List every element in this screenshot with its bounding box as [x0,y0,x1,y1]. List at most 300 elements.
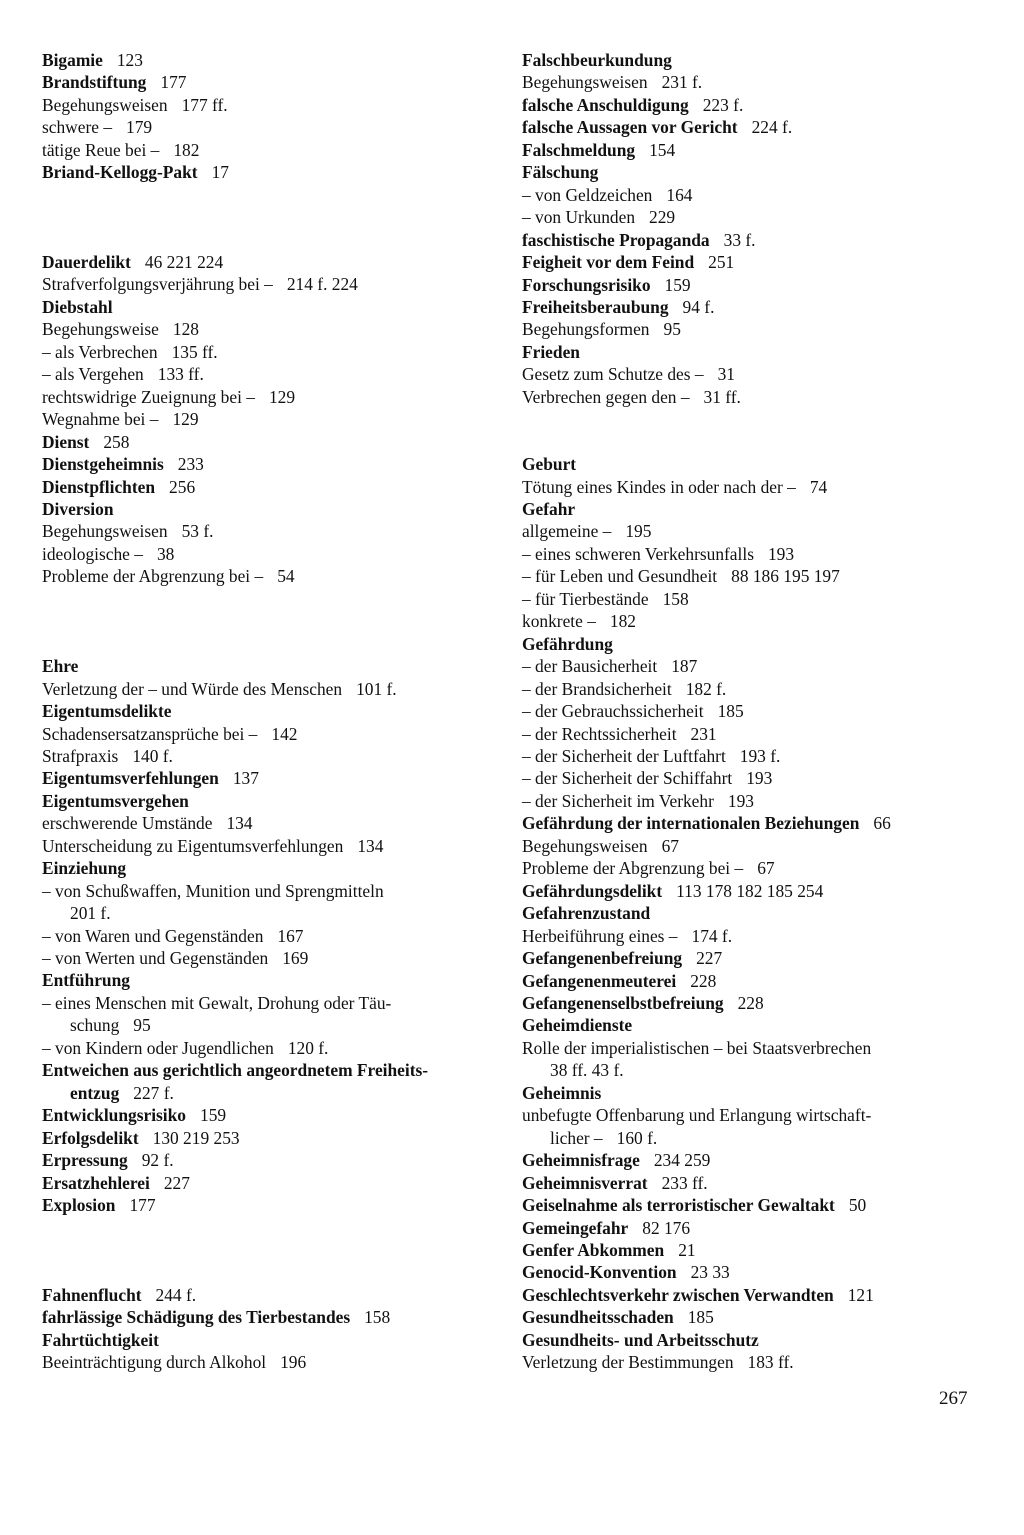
entry-page-ref: 31 ff. [703,386,741,407]
entry-page-ref: 177 [160,72,187,93]
index-heading [522,1329,972,1351]
entry-page-ref: 167 [277,925,304,946]
index-heading [522,633,972,655]
entry-page-ref: 185 [687,1307,714,1328]
entry-page-ref: 31 [717,364,735,385]
entry-page-ref: 193 [727,790,754,811]
entry-page-ref: 33 f. [723,229,756,250]
entry-page-ref: 113 178 182 185 254 [676,880,824,901]
index-heading [522,498,972,520]
entry-term: Begehungsweisen [42,94,168,115]
entry-term: Erpressung [42,1150,128,1171]
index-heading [522,1306,972,1328]
entry-page-ref: 185 [717,701,744,722]
entry-term: Falschbeurkundung [522,50,672,70]
entry-term: – von Geldzeichen [522,184,653,205]
entry-page-ref: 46 221 224 [144,252,224,273]
entry-term: Freiheitsberaubung [522,296,669,317]
index-subentry [42,992,497,1014]
index-heading [42,71,497,93]
entry-term: – der Gebrauchssicherheit [522,701,704,722]
entry-page-ref: 92 f. [141,1150,174,1171]
entry-page-ref: 195 [625,521,652,542]
index-heading [42,161,497,183]
entry-term: Gefangenenselbstbefreiung [522,993,724,1013]
entry-term: Fahnenflucht [42,1284,142,1305]
index-heading [522,1194,972,1216]
entry-term: Entführung [42,970,130,991]
entry-page-ref: 179 [126,117,153,138]
entry-term: Fälschung [522,162,599,183]
entry-page-ref: 38 [156,543,175,564]
index-subentry [42,723,497,745]
index-heading [42,700,497,722]
entry-term: Explosion [42,1195,116,1216]
entry-term: tätige Reue bei – [42,139,160,160]
entry-term: Dauerdelikt [42,252,131,273]
index-subentry [42,812,497,834]
index-heading [42,1059,497,1081]
entry-term: Gefahrenzustand [522,903,651,924]
index-subentry [42,880,497,902]
index-subentry [42,565,497,587]
index-subentry [42,116,497,138]
entry-page-ref: 182 f. [685,678,727,699]
entry-term: Geheimnis [522,1082,602,1103]
index-subentry [42,678,497,700]
index-subentry [42,94,497,116]
entry-term: Gefährdung der internationalen Beziehungen [522,813,860,834]
entry-page-ref: 164 [666,184,693,205]
entry-page-ref: 224 f. [751,117,793,138]
entry-page-ref: 174 f. [691,925,733,946]
entry-page-ref: 142 [271,723,298,744]
index-heading [42,498,497,520]
entry-page-ref: 251 [708,252,735,273]
entry-page-ref: 95 [133,1015,151,1036]
index-heading [522,1014,972,1036]
index-heading [522,274,972,296]
entry-term: licher – [550,1127,603,1148]
index-subentry [42,1351,497,1373]
entry-term: Brandstiftung [42,72,147,93]
entry-term: – der Sicherheit im Verkehr [522,790,714,811]
entry-page-ref: 159 [664,274,691,295]
index-heading [522,992,972,1014]
entry-term: entzug [70,1082,120,1103]
entry-page-ref: 21 [678,1239,696,1260]
index-subentry [522,745,972,767]
entry-page-ref: 160 f. [616,1127,658,1148]
entry-term: Gefährdungsdelikt [522,880,663,901]
entry-page-ref: 228 [690,970,717,991]
entry-term: Unterscheidung zu Eigentumsverfehlungen [42,835,344,856]
entry-term: Einziehung [42,858,127,879]
index-subentry [522,678,972,700]
entry-page-ref: 214 f. 224 [286,274,358,295]
entry-page-ref: 128 [172,319,199,340]
entry-term: Verletzung der Bestimmungen [522,1352,734,1373]
entry-term: schung [70,1015,120,1036]
entry-term: unbefugte Offenbarung und Erlangung wirtschaft- [522,1105,872,1126]
entry-page-ref: 193 [767,543,795,564]
entry-term: falsche Aussagen vor Gericht [522,117,738,138]
entry-term: Gefahr [522,499,576,520]
index-spacer [42,229,497,251]
entry-term: Tötung eines Kindes in oder nach der – [522,476,796,497]
entry-term: Dienst [42,431,90,452]
index-subentry [42,139,497,161]
entry-page-ref: 94 f. [682,296,715,317]
index-subentry [522,565,972,587]
entry-page-ref: 74 [809,476,828,497]
entry-page-ref: 231 f. [661,72,703,93]
index-subentry [522,386,972,408]
entry-page-ref: 227 f. [133,1082,174,1103]
index-heading [522,880,972,902]
entry-page-ref: 101 f. [356,678,397,699]
index-spacer [42,206,497,228]
index-spacer [522,431,972,453]
index-heading [522,1082,972,1104]
entry-page-ref: 233 [177,454,204,475]
index-heading [522,229,972,251]
index-spacer [42,633,497,655]
index-heading [522,139,972,161]
index-subentry [42,543,497,565]
index-heading [42,1194,497,1216]
index-spacer [42,184,497,206]
entry-term: Forschungsrisiko [522,274,651,295]
entry-term: Ehre [42,656,79,677]
index-heading [42,296,497,318]
entry-page-ref: 193 [746,768,773,789]
index-subentry [522,723,972,745]
entry-page-ref: 82 176 [642,1217,691,1238]
entry-term: Diversion [42,499,114,520]
entry-page-ref: 154 [649,139,676,160]
entry-page-ref: 54 [277,566,295,587]
index-subentry [522,925,972,947]
entry-term: Wegnahme bei – [42,409,159,430]
entry-page-ref: 53 f. [181,521,214,542]
entry-term: Briand-Kellogg-Pakt [42,162,198,183]
index-subentry [42,520,497,542]
index-heading [522,1261,972,1283]
entry-term: Geheimnisverrat [522,1172,648,1193]
entry-term: Feigheit vor dem Feind [522,252,695,273]
index-heading [522,947,972,969]
index-spacer [42,1239,497,1261]
entry-term: Geburt [522,454,577,475]
entry-page-ref: 196 [280,1352,307,1373]
index-heading [522,296,972,318]
entry-page-ref: 88 186 195 197 [731,566,840,587]
entry-term: Begehungsweisen [522,835,648,856]
index-spacer [42,1216,497,1238]
index-subentry [522,318,972,340]
entry-page-ref: 140 f. [132,745,173,766]
index-spacer [42,588,497,610]
entry-page-ref: 193 f. [739,746,781,767]
index-subentry [42,835,497,857]
entry-term: Probleme der Abgrenzung bei – [42,566,264,587]
index-subentry [42,273,497,295]
entry-term: Dienstpflichten [42,476,156,497]
entry-page-ref: 134 [226,813,253,834]
entry-page-ref: 187 [671,656,698,677]
index-heading [522,1149,972,1171]
entry-page-ref: 223 f. [702,94,744,115]
entry-term: Gesetz zum Schutze des – [522,364,704,385]
index-heading [522,1284,972,1306]
index-column-right [522,49,972,1374]
index-subentry [42,902,497,924]
entry-term: Genocid-Konvention [522,1262,677,1283]
entry-term: Gesundheits- und Arbeitsschutz [522,1329,759,1350]
index-heading [42,1284,497,1306]
index-heading [522,116,972,138]
entry-term: – der Rechtssicherheit [522,723,677,744]
entry-term: Strafpraxis [42,745,119,766]
index-subentry [42,925,497,947]
index-subentry [42,1037,497,1059]
entry-page-ref: 177 ff. [181,94,228,115]
index-heading [522,970,972,992]
entry-page-ref: 256 [169,476,196,497]
index-heading [522,1172,972,1194]
index-subentry [522,610,972,632]
entry-term: Herbeiführung eines – [522,925,678,946]
entry-term: – von Urkunden [522,207,636,228]
entry-term: Dienstgeheimnis [42,454,164,475]
entry-term: – der Sicherheit der Schiffahrt [522,768,733,789]
entry-term: fahrlässige Schädigung des Tierbestandes [42,1307,351,1328]
entry-term: – von Schußwaffen, Munition und Sprengmitteln [42,880,384,901]
index-subentry [522,767,972,789]
entry-term: Probleme der Abgrenzung bei – [522,858,744,879]
entry-page-ref: 67 [757,858,775,879]
entry-term: allgemeine – [522,521,612,542]
index-subentry [522,363,972,385]
entry-term: Gefangenenbefreiung [522,948,683,969]
index-subentry [522,835,972,857]
index-subentry [522,1104,972,1126]
index-heading [42,1082,497,1104]
entry-term: – eines Menschen mit Gewalt, Drohung oder Täu- [42,992,392,1013]
index-heading [42,49,497,71]
entry-term: Erfolgsdelikt [42,1127,139,1148]
index-subentry [42,363,497,385]
entry-term: Eigentumsdelikte [42,701,172,722]
index-subentry [42,318,497,340]
entry-term: Begehungsformen [522,319,650,340]
index-subentry [522,655,972,677]
index-subentry [522,857,972,879]
entry-page-ref: 130 219 253 [152,1127,240,1148]
entry-page-ref: 228 [737,993,764,1013]
entry-term: Begehungsweisen [522,72,648,93]
entry-term: Entwicklungsrisiko [42,1105,186,1126]
entry-term: Begehungsweisen [42,521,168,542]
entry-page-ref: 95 [663,319,681,340]
entry-term: Verletzung der – und Würde des Menschen [42,678,343,699]
index-subentry [42,408,497,430]
index-subentry [522,71,972,93]
entry-term: – der Sicherheit der Luftfahrt [522,746,726,767]
entry-term: Gefangenenmeuterei [522,970,677,991]
entry-page-ref: 234 259 [653,1150,711,1171]
entry-term: Schadensersatzansprüche bei – [42,723,258,744]
index-subentry [522,1351,972,1373]
entry-term: Geheimnisfrage [522,1150,640,1171]
entry-term: Fahrtüchtigkeit [42,1329,159,1350]
entry-term: ideologische – [42,543,143,564]
index-subentry [522,1127,972,1149]
index-subentry [42,745,497,767]
entry-term: – von Werten und Gegenständen [42,948,269,969]
page-number: 267 [939,1388,968,1409]
entry-page-ref: 23 33 [690,1262,730,1283]
index-heading [42,1104,497,1126]
entry-term: – eines schweren Verkehrsunfalls [522,543,754,564]
index-spacer [522,408,972,430]
index-heading [42,969,497,991]
entry-page-ref: 244 f. [155,1284,197,1305]
index-heading [42,1127,497,1149]
index-subentry [522,206,972,228]
index-subentry [522,1037,972,1059]
entry-page-ref: 129 [172,409,199,430]
entry-term: Eigentumsverfehlungen [42,768,219,789]
entry-term: 201 f. [70,903,111,924]
entry-term: Gefährdung [522,633,613,654]
index-heading [522,1239,972,1261]
index-heading [42,790,497,812]
entry-page-ref: 135 ff. [171,341,218,362]
entry-term: Begehungsweise [42,319,159,340]
entry-page-ref: 229 [649,207,676,228]
entry-term: Geiselnahme als terroristischer Gewaltakt [522,1195,835,1216]
entry-page-ref: 17 [211,162,229,183]
entry-page-ref: 121 [847,1284,874,1305]
entry-term: – von Waren und Gegenständen [42,925,264,946]
index-heading [42,857,497,879]
entry-term: Frieden [522,341,580,362]
index-heading [42,655,497,677]
entry-term: – als Vergehen [42,364,144,385]
entry-term: Bigamie [42,50,103,70]
entry-term: Rolle der imperialistischen – bei Staatsverbrechen [522,1037,872,1058]
entry-term: konkrete – [522,611,596,632]
entry-term: – der Bausicherheit [522,656,658,677]
entry-page-ref: 66 [873,813,891,834]
entry-page-ref: 227 [163,1172,190,1193]
entry-page-ref: 159 [200,1105,227,1126]
index-subentry [42,947,497,969]
entry-term: Diebstahl [42,296,113,317]
index-heading [522,94,972,116]
entry-term: Verbrechen gegen den – [522,386,690,407]
index-subentry [522,543,972,565]
index-heading [522,49,972,71]
entry-page-ref: 129 [268,386,296,407]
index-heading [522,453,972,475]
index-heading [42,1149,497,1171]
entry-term: Geschlechtsverkehr zwischen Verwandten [522,1284,834,1305]
index-subentry [522,700,972,722]
index-column-left [42,49,497,1374]
entry-term: falsche Anschuldigung [522,94,689,115]
entry-page-ref: 120 f. [287,1037,329,1058]
entry-term: – für Tierbestände [522,588,649,609]
entry-page-ref: 158 [662,588,689,609]
entry-page-ref: 182 [173,139,200,160]
index-heading [42,453,497,475]
entry-page-ref: 123 [116,50,143,70]
entry-page-ref: 169 [282,948,309,969]
index-heading [42,767,497,789]
entry-page-ref: 50 [848,1195,867,1216]
index-heading [42,1172,497,1194]
index-spacer [42,1261,497,1283]
entry-term: Gesundheitsschaden [522,1307,674,1328]
entry-page-ref: 231 [690,723,717,744]
index-subentry [42,386,497,408]
index-heading [42,431,497,453]
entry-page-ref: 158 [364,1307,391,1328]
index-heading [522,161,972,183]
entry-term: Gemeingefahr [522,1217,629,1238]
entry-term: erschwerende Umstände [42,813,213,834]
entry-term: – von Kindern oder Jugendlichen [42,1037,274,1058]
index-heading [42,476,497,498]
entry-term: Eigentumsvergehen [42,790,189,811]
entry-term: Beeinträchtigung durch Alkohol [42,1352,267,1373]
index-subentry [522,588,972,610]
index-spacer [42,610,497,632]
entry-term: Ersatzhehlerei [42,1172,150,1193]
index-subentry [42,1014,497,1036]
entry-page-ref: 182 [609,611,636,632]
entry-page-ref: 67 [661,835,679,856]
entry-term: Falschmeldung [522,139,636,160]
index-subentry [522,184,972,206]
index-heading [522,341,972,363]
entry-page-ref: 177 [129,1195,156,1216]
index-heading [522,812,972,834]
entry-page-ref: 258 [103,431,130,452]
entry-page-ref: 133 ff. [157,364,204,385]
entry-term: Strafverfolgungsverjährung bei – [42,274,273,295]
entry-term: – der Brandsicherheit [522,678,672,699]
index-subentry [42,341,497,363]
index-subentry [522,790,972,812]
entry-term: rechtswidrige Zueignung bei – [42,386,255,407]
entry-page-ref: 134 [357,835,384,856]
entry-term: Genfer Abkommen [522,1239,665,1260]
index-heading [42,1306,497,1328]
entry-page-ref: 233 ff. [661,1172,708,1193]
index-heading [522,902,972,924]
entry-page-ref: 183 ff. [747,1352,794,1373]
index-subentry [522,476,972,498]
entry-term: Entweichen aus gerichtlich angeordnetem Freiheits- [42,1060,429,1081]
entry-term: faschistische Propaganda [522,229,710,250]
entry-page-ref: 227 [696,948,723,969]
index-subentry [522,1059,972,1081]
entry-term: Geheimdienste [522,1015,633,1036]
